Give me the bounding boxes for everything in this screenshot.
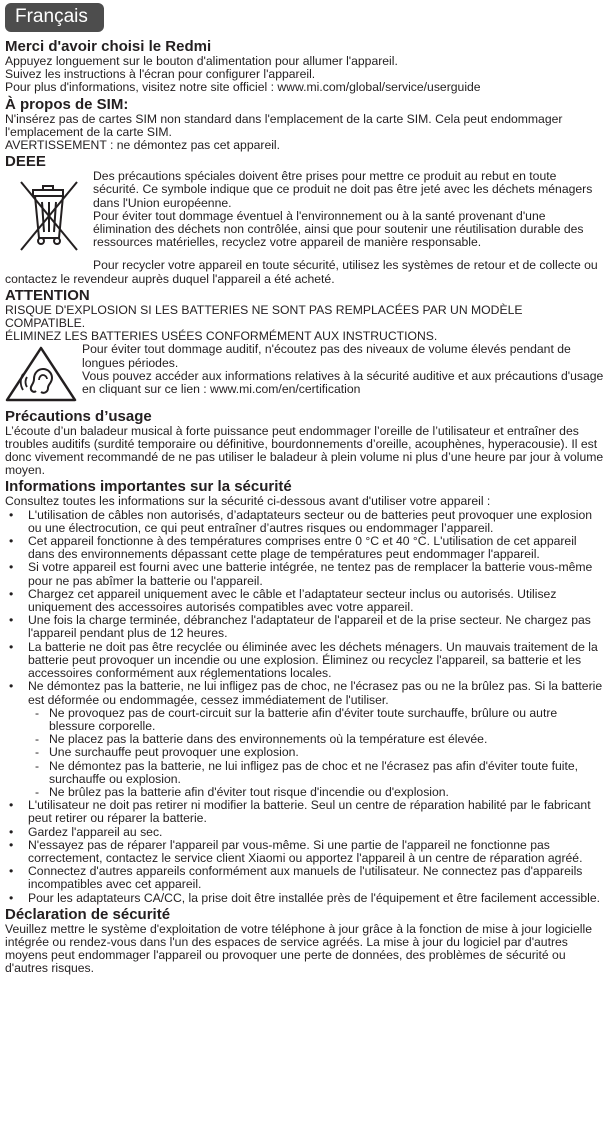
sim-section xyxy=(5,97,605,153)
sim-line: N'insérez pas de cartes SIM non standard dans l'emplacement de la carte SIM. Cela peut endommager l'emplacement de la carte SIM. xyxy=(5,111,563,139)
welcome-title: Merci d'avoir choisi le Redmi xyxy=(5,38,212,55)
hearing-text: Vous pouvez accéder aux informations relatives à la sécurité auditive et aux précautions d'usage en cliquant sur ce lien : www.mi.com/en/certification xyxy=(82,368,604,397)
list-item: • Gardez l'appareil au sec. xyxy=(5,826,605,839)
sim-title: À propos de SIM: xyxy=(5,95,129,113)
attention-line: ÉLIMINEZ LES BATTERIES USÉES CONFORMÉMENT AUX INSTRUCTIONS. xyxy=(5,329,438,344)
sub-list-item: - Une surchauffe peut provoquer une explosion. xyxy=(5,746,605,759)
sub-list-item: - Ne placez pas la batterie dans des environnements où la température est élevée. xyxy=(5,733,605,746)
sim-warning: AVERTISSEMENT : ne démontez pas cet appareil. xyxy=(5,138,281,153)
safety-title: Informations importantes sur la sécurité xyxy=(5,478,292,496)
declaration-text: Veuillez mettre le système d'exploitation de votre téléphone à jour grâce à la fonction de mise à jour logicielle intégrée ou rendez-vous dans l'un des espaces de service agréés. La mise à jour du logiciel par d'autres moyens peut endommager l'appareil ou provoquer une perte de données, des problèmes de sécurité ou d'autres risques. xyxy=(5,921,592,976)
welcome-line: Appuyez longuement sur le bouton d'alimentation pour allumer l'appareil. xyxy=(5,54,398,68)
attention-section xyxy=(5,288,605,407)
precautions-section xyxy=(5,409,605,478)
welcome-line: Suivez les instructions à l'écran pour configurer l'appareil. xyxy=(5,67,316,82)
attention-line: RISQUE D'EXPLOSION SI LES BATTERIES NE SONT PAS REMPLACÉES PAR UN MODÈLE COMPATIBLE. xyxy=(5,302,523,331)
battery-sub-list xyxy=(28,707,605,799)
precautions-title: Précautions d’usage xyxy=(5,407,152,425)
declaration-title: Déclaration de sécurité xyxy=(5,905,171,923)
list-item: • Si votre appareil est fourni avec une batterie intégrée, ne tentez pas de remplacer la batterie vous-même pour ne pas abîmer la batterie ou l'appareil. xyxy=(5,561,605,587)
list-item: • Pour les adaptateurs CA/CC, la prise doit être installée près de l'équipement et être facilement accessible. xyxy=(5,892,605,905)
welcome-line: Pour plus d'informations, visitez notre site officiel : www.mi.com/global/service/userguide xyxy=(5,80,481,95)
list-item: • Une fois la charge terminée, débranchez l'adaptateur de l'appareil et de la prise secteur. Ne chargez pas l'appareil pendant plus de 12 heures. xyxy=(5,614,605,640)
list-item xyxy=(5,680,605,799)
list-item: • Chargez cet appareil uniquement avec le câble et l’adaptateur secteur inclus ou autorisés. Utilisez uniquement des accessoires autorisés compatibles avec votre appareil. xyxy=(5,588,605,614)
safety-list xyxy=(5,509,605,905)
list-item: • N'essayez pas de réparer l'appareil par vous-même. Si une partie de l'appareil ne fonctionne pas correctement, contactez le service client Xiaomi ou apportez l'appareil à un centre de réparation agréé. xyxy=(5,839,605,865)
list-item: • L'utilisateur ne doit pas retirer ni modifier la batterie. Seul un centre de réparation habilité par le fabricant peut retirer ou réparer la batterie. xyxy=(5,799,605,825)
list-item-text: Ne démontez pas la batterie, ne lui infligez pas de choc, ne l'écrasez pas ou ne la brûlez pas. Si la batterie est déformée ou endommagée, cessez immédiatement de l'utiliser. xyxy=(28,679,603,707)
list-item: • Cet appareil fonctionne à des températures comprises entre 0 °C et 40 °C. L'utilisation de cet appareil dans des environnements dépassant cette plage de températures peut endommager l'appareil. xyxy=(5,535,605,561)
deee-section xyxy=(5,154,605,286)
sub-list-item: - Ne brûlez pas la batterie afin d'éviter tout risque d'incendie ou d'explosion. xyxy=(5,786,605,799)
welcome-section xyxy=(5,39,605,95)
list-item: • L'utilisation de câbles non autorisés, d’adaptateurs secteur ou de batteries peut provoquer une explosion ou une électrocution, ce qui peut entraîner d’autres risques ou endommager l’appareil. xyxy=(5,509,605,535)
deee-title: DEEE xyxy=(5,153,46,171)
precautions-text: L’écoute d’un baladeur musical à forte puissance peut endommager l’oreille de l’utilisateur et entraîner des troubles auditifs (surdité temporaire ou définitive, bourdonnements d’oreille, acouphènes, hyperacousie). Il est donc vivement recommandé de ne pas utiliser le baladeur à plein volume ni plus d’une heure par jour à volume moyen. xyxy=(5,423,604,478)
deee-text: Pour recycler votre appareil en toute sécurité, utilisez les systèmes de retour et de collecte ou contactez le revendeur auprès duquel l'appareil a été acheté. xyxy=(5,258,598,286)
attention-title: ATTENTION xyxy=(5,286,90,304)
safety-intro: Consultez toutes les informations sur la sécurité ci-dessous avant d'utiliser votre appareil : xyxy=(5,494,491,509)
sub-list-item: - Ne démontez pas la batterie, ne lui infligez pas de choc et ne l'écrasez pas afin d'éviter toute fuite, surchauffe ou explosion. xyxy=(5,760,605,786)
sub-list-item: - Ne provoquez pas de court-circuit sur la batterie afin d'éviter toute surchauffe, brûlure ou autre blessure corporelle. xyxy=(5,707,605,733)
deee-text: Des précautions spéciales doivent être prises pour mettre ce produit au rebut en toute sécurité. Ce symbole indique que ce produit ne doit pas être jeté avec les déchets ménagers dans l'Union européenne. xyxy=(93,169,593,210)
declaration-section xyxy=(5,907,605,976)
hearing-text: Pour éviter tout dommage auditif, n'écoutez pas des niveaux de volume élevés pendant de longues périodes. xyxy=(82,342,571,370)
list-item: • La batterie ne doit pas être recyclée ou éliminée avec les déchets ménagers. Un mauvais traitement de la batterie peut provoquer un incendie ou une explosion. Éliminez ou recyclez l'appareil, sa batterie et les accessoires conformément aux réglementations locales. xyxy=(5,641,605,681)
crossed-out-wheelie-bin-icon xyxy=(5,170,93,259)
language-tab: Français xyxy=(5,3,104,32)
list-item: • Connectez d'autres appareils conformément aux manuels de l'utilisateur. Ne connectez pas d'appareils incompatibles avec cet appareil. xyxy=(5,865,605,891)
hearing-warning-icon xyxy=(5,343,82,406)
deee-text: Pour éviter tout dommage éventuel à l'environnement ou à la santé provenant d'une élimination des déchets non contrôlée, ainsi que pour soutenir une réutilisation durable des ressources matérielles, recyclez votre appareil de manière responsable. xyxy=(93,208,584,250)
safety-section xyxy=(5,479,605,904)
